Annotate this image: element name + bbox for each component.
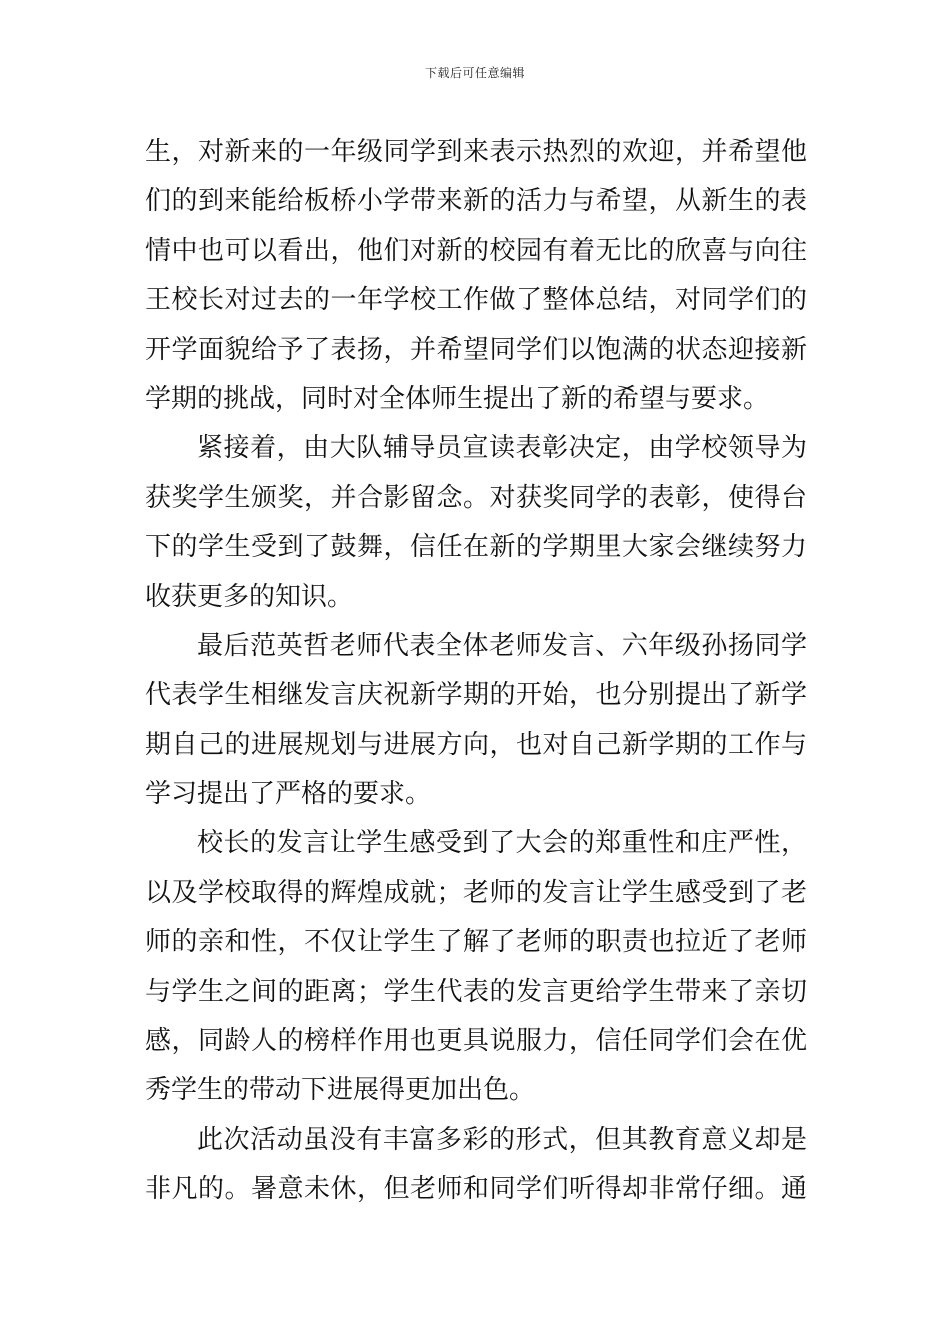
text-line: 收获更多的知识。 xyxy=(145,581,354,612)
text-line: 情中也可以看出，他们对新的校园有着无比的欣喜与向往 xyxy=(145,235,807,266)
text-line: 最后范英哲老师代表全体老师发言、六年级孙扬同学 xyxy=(197,630,807,661)
text-line: 下的学生受到了鼓舞，信任在新的学期里大家会继续努力 xyxy=(145,532,807,563)
text-line: 非凡的。暑意未休，但老师和同学们听得却非常仔细。通 xyxy=(145,1174,807,1205)
text-line: 此次活动虽没有丰富多彩的形式，但其教育意义却是 xyxy=(197,1124,807,1155)
text-line: 感，同龄人的榜样作用也更具说服力，信任同学们会在优 xyxy=(145,1026,807,1057)
text-line: 秀学生的带动下进展得更加出色。 xyxy=(145,1075,536,1106)
text-line: 紧接着，由大队辅导员宣读表彰决定，由学校领导为 xyxy=(197,433,807,464)
page-header: 下载后可任意编辑 xyxy=(424,66,525,80)
text-line: 王校长对过去的一年学校工作做了整体总结，对同学们的 xyxy=(145,285,807,316)
text-line: 期自己的进展规划与进展方向，也对自己新学期的工作与 xyxy=(145,729,807,760)
text-line: 生，对新来的一年级同学到来表示热烈的欢迎，并希望他 xyxy=(145,137,807,167)
text-line: 与学生之间的距离；学生代表的发言更给学生带来了亲切 xyxy=(145,976,807,1007)
text-line: 学习提出了严格的要求。 xyxy=(145,779,432,810)
text-line: 获奖学生颁奖，并合影留念。对获奖同学的表彰，使得台 xyxy=(145,482,807,513)
document-body xyxy=(145,128,807,1215)
text-line: 代表学生相继发言庆祝新学期的开始，也分别提出了新学 xyxy=(145,680,807,711)
text-line: 校长的发言让学生感受到了大会的郑重性和庄严性， xyxy=(197,828,807,859)
text-line: 开学面貌给予了表扬，并希望同学们以饱满的状态迎接新 xyxy=(145,334,807,365)
text-line: 以及学校取得的辉煌成就；老师的发言让学生感受到了老 xyxy=(145,877,807,908)
text-line: 师的亲和性，不仅让学生了解了老师的职责也拉近了老师 xyxy=(145,927,807,958)
text-line: 们的到来能给板桥小学带来新的活力与希望，从新生的表 xyxy=(145,186,807,217)
text-line: 学期的挑战，同时对全体师生提出了新的希望与要求。 xyxy=(145,383,770,414)
